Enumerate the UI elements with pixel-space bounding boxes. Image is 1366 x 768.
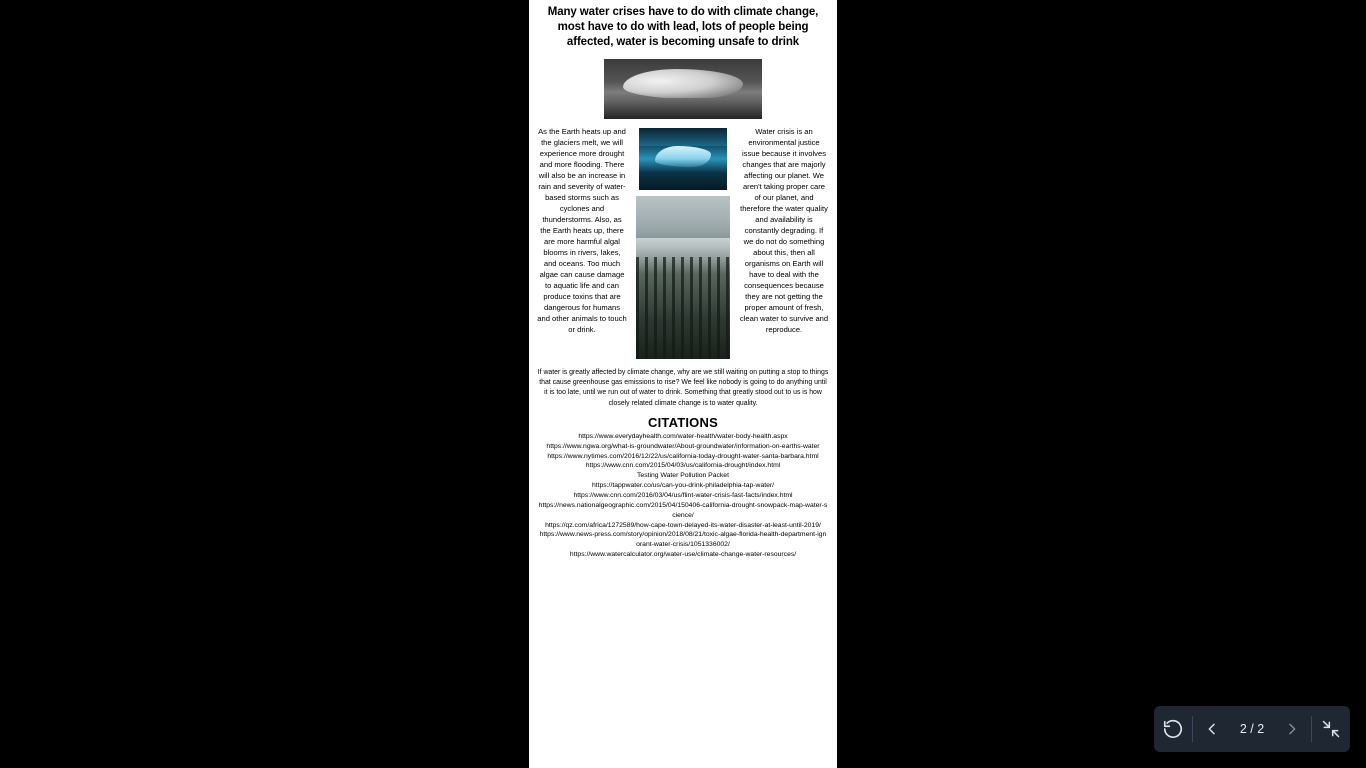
left-column-text: As the Earth heats up and the glaciers melt, we will experience more drought and more flooding. There will also be an increase in rain and severity of water-based storms such as cyclones and thunderstorms. Also, as the Earth heats up, there are more harmful algal blooms in rivers, lakes, and oceans. Too much algae can cause damage to aquatic life and can produce toxins that are dangerous for humans and other animals to touch or drink. <box>537 126 627 334</box>
three-column-body <box>535 126 831 359</box>
document-page <box>529 0 837 768</box>
citation-item: Testing Water Pollution Packet <box>637 472 729 480</box>
citation-item: https://tappwater.co/us/can-you-drink-philadelphia-tap-water/ <box>591 482 775 490</box>
iceberg-shape <box>623 69 743 99</box>
iceberg-blue-photo <box>639 128 727 190</box>
citation-item: https://www.cnn.com/2015/04/03/us/california-drought/index.html <box>585 462 781 470</box>
citation-item: https://news.nationalgeographic.com/2015/04/150406-california-drought-snowpack-map-water-science/ <box>538 501 828 519</box>
citations-heading: CITATIONS <box>648 414 718 430</box>
mist-band <box>636 238 730 274</box>
foggy-forest-photo <box>636 196 730 359</box>
citation-item: https://www.news-press.com/story/opinion/2018/08/21/toxic-algae-florida-health-department-ignorant-water-crisis/1051336002/ <box>539 531 827 549</box>
exit-fullscreen-icon[interactable] <box>1312 706 1350 752</box>
citation-item: https://www.ngwa.org/what-is-groundwater/About-groundwater/information-on-earths-water <box>546 442 820 450</box>
previous-page-button[interactable] <box>1193 706 1231 752</box>
citation-item: https://www.nytimes.com/2016/12/22/us/california-today-drought-water-santa-barbara.html <box>547 452 819 460</box>
citation-item: https://www.everydayhealth.com/water-health/water-body-health.aspx <box>578 432 788 440</box>
hero-image-container <box>535 59 831 119</box>
middle-column-images <box>635 126 731 359</box>
page-title: Many water crises have to do with climate change, most have to do with lead, lots of people being affected, water is becoming unsafe to drink <box>547 6 819 49</box>
citations-list <box>535 432 831 560</box>
water-shape <box>604 98 762 118</box>
page-indicator: 2 / 2 <box>1239 722 1265 736</box>
citation-item: https://www.cnn.com/2016/03/04/us/flint-water-crisis-fast-facts/index.html <box>573 492 793 500</box>
sky-band <box>639 128 727 147</box>
berg-shape <box>655 146 711 167</box>
citation-item: https://www.watercalculator.org/water-use/climate-change-water-resources/ <box>569 551 797 559</box>
citation-item: https://qz.com/africa/1272589/how-cape-town-delayed-its-water-disaster-at-least-until-2019/ <box>545 521 821 529</box>
viewer-toolbar <box>1154 706 1350 752</box>
right-column-text: Water crisis is an environmental justice issue because it involves changes that are majorly affecting our planet. We aren't taking proper care of our planet, and therefore the water quality and availability is constantly degrading. If we do not do something about this, then all organisms on Earth will have to deal with the consequences because they are not getting the proper amount of fresh, clean water to survive and reproduce. <box>739 126 829 334</box>
rotate-counterclockwise-icon[interactable] <box>1154 706 1192 752</box>
closing-paragraph: If water is greatly affected by climate change, why are we still waiting on putting a stop to things that cause greenhouse gas emissions to rise? We feel like nobody is going to do anything until it is too late, until we run out of water to drink. Something that greatly stood out to us is how closely related climate change is to water quality. <box>537 368 829 407</box>
next-page-button[interactable] <box>1273 706 1311 752</box>
iceberg-photo-grayscale <box>604 59 762 119</box>
